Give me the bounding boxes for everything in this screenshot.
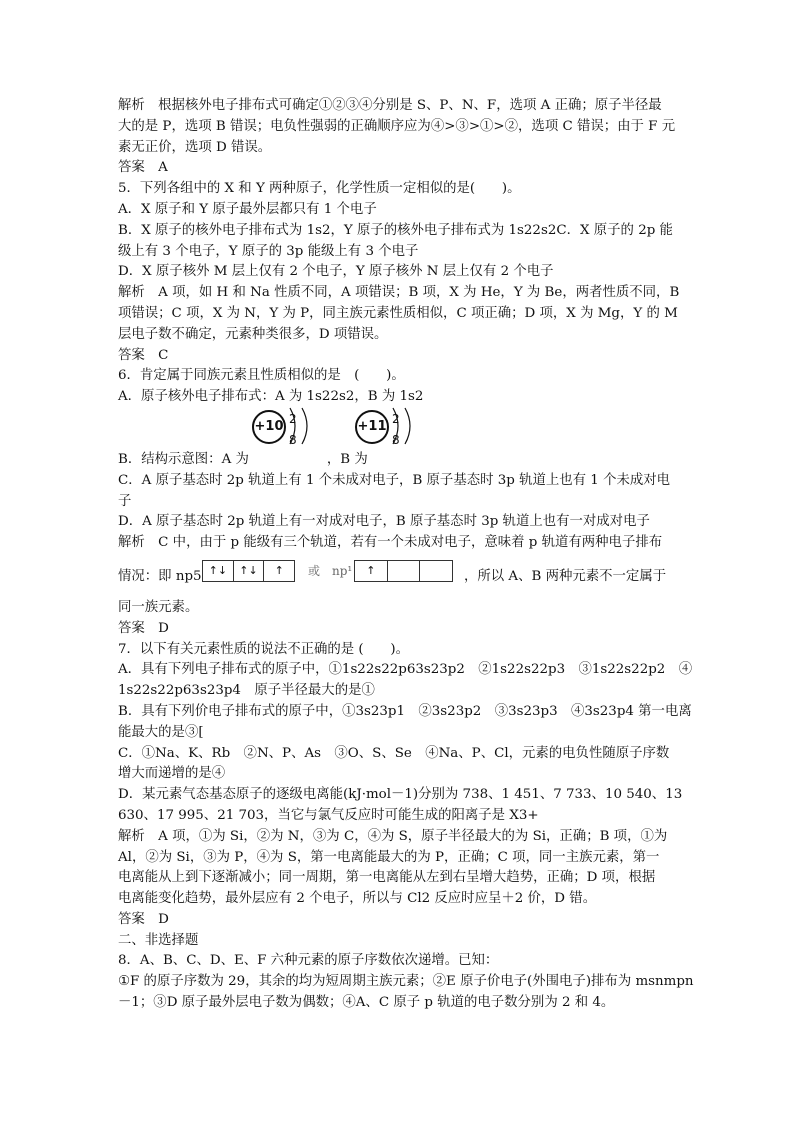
option-d: D．某元素气态基态原子的逐级电离能(kJ·mol－1)分别为 738、1 451、7 733、10 540、13 [118, 787, 683, 803]
orbital-diagram-row [118, 554, 678, 598]
option-b [118, 450, 678, 471]
orbital-cell: ↑↓ [203, 561, 234, 581]
text-line: 电离能变化趋势，最外层应有 2 个电子，所以与 Cl2 反应时应呈＋2 价，D 错。 [118, 891, 597, 907]
orbital-np1-text: np¹ [332, 563, 353, 578]
orbital-box-np1 [354, 560, 453, 582]
shell-arcs-b [389, 404, 429, 448]
text-line: 630、17 995、21 703，当它与氯气反应时可能生成的阳离子是 X3+ [118, 807, 539, 823]
question-8: 8．A、B、C、D、E、F 六种元素的原子序数依次递增。已知： [118, 953, 499, 969]
text-line: 解析 A 项，①为 Si，②为 N，③为 C，④为 S，原子半径最大的为 Si，正确；B 项，①为 [118, 828, 668, 844]
text-line: 级上有 3 个电子，Y 原子的 3p 能级上有 3 个电子 [118, 243, 419, 259]
text-line: 解析 A 项，如 H 和 Na 性质不同，A 项错误；B 项，X 为 He，Y 为 Be，两者性质不同，B [118, 285, 680, 301]
answer-line: 答案 D [118, 620, 169, 636]
text-line: 素无正价，选项 D 错误。 [118, 139, 272, 155]
orbital-cell [388, 561, 421, 581]
orbital-lead-text: 情况：即 np5 [118, 568, 202, 584]
option-b-label-b: ，B 为 [326, 451, 368, 467]
nucleus-a: +10 [252, 410, 286, 444]
option-c: C．A 原子基态时 2p 轨道上有 1 个未成对电子，B 原子基态时 3p 轨道上也有 1 个未成对电 [118, 472, 671, 488]
option-d: D．X 原子核外 M 层上仅有 2 个电子，Y 原子核外 N 层上仅有 2 个电子 [118, 264, 554, 280]
orbital-box-np5 [202, 560, 295, 582]
orbital-cell: ↑ [274, 563, 284, 577]
orbital-or-text: 或 [308, 563, 321, 578]
text-line: 子 [118, 493, 132, 509]
shell-arcs-a [286, 404, 326, 448]
orbital-cell: ↑ [355, 561, 388, 581]
text-line: 增大而递增的是④ [118, 766, 226, 782]
text-line: ①F 的原子序数为 29，其余的均为短周期主族元素；②E 原子价电子(外围电子)排布为 msnmpn [118, 974, 694, 990]
text-line: Al，②为 Si，③为 P，④为 S，第一电离能最大的为 P，正确；C 项，同一主族元素，第一 [118, 849, 660, 865]
text-line: 同一族元素。 [118, 599, 199, 615]
option-a: A．X 原子和 Y 原子最外层都只有 1 个电子 [118, 201, 377, 217]
option-b-label: B．结构示意图：A 为 [118, 451, 249, 467]
section-heading: 二、非选择题 [118, 932, 199, 948]
text-line: 解析 根据核外电子排布式可确定①②③④分别是 S、P、N、F，选项 A 正确；原子半径最 [118, 98, 662, 113]
text-line: －1；③D 原子最外层电子数为偶数；④A、C 原子 p 轨道的电子数分别为 2 和 4。 [118, 995, 615, 1011]
nucleus-b: +11 [355, 410, 389, 444]
text-line: 大的是 P，选项 B 错误；电负性强弱的正确顺序应为④>③>①>②，选项 C 错误；由于 F 元 [118, 118, 676, 134]
text-line: 项错误；C 项，X 为 N，Y 为 P，同主族元素性质相似，C 项正确；D 项，X 为 Mg，Y 的 M [118, 305, 678, 321]
orbital-tail-text: ，所以 A、B 两种元素不一定属于 [464, 568, 667, 584]
shell-numbers-b: 2 8 [392, 411, 400, 447]
text-line: 能最大的是③[ [118, 724, 204, 740]
answer-line: 答案 C [118, 347, 169, 363]
question-6: 6．肯定属于同族元素且性质相似的是 ( )。 [118, 368, 405, 384]
answer-line: 答案 A [118, 160, 168, 176]
question-5: 5．下列各组中的 X 和 Y 两种原子，化学性质一定相似的是( )。 [118, 181, 521, 197]
atom-diagram-b [355, 410, 400, 447]
shell-numbers-a: 2 8 [289, 411, 297, 447]
document-page [118, 96, 694, 1014]
text-line: 解析 C 中，由于 p 能级有三个轨道，若有一个未成对电子，意味着 p 轨道有两种电子排布 [118, 535, 663, 551]
option-d: D．A 原子基态时 2p 轨道上有一对成对电子，B 原子基态时 3p 轨道上也有一对成对电子 [118, 514, 650, 530]
atom-diagram-a [252, 410, 297, 447]
option-a: A．原子核外电子排布式：A 为 1s22s2，B 为 1s2 [118, 389, 424, 405]
orbital-cell: ↑↓ [234, 561, 265, 581]
option-b: B．具有下列价电子排布式的原子中，①3s23p1 ②3s23p2 ③3s23p3 ④3s23p4 第一电离 [118, 703, 692, 719]
question-7: 7．以下有关元素性质的说法不正确的是 ( )。 [118, 641, 410, 657]
option-b: B．X 原子的核外电子排布式为 1s2，Y 原子的核外电子排布式为 1s22s2C．X 原子的 2p 能 [118, 222, 673, 238]
text-line: 1s22s22p63s23p4 原子半径最大的是① [118, 683, 375, 699]
answer-line: 答案 D [118, 911, 169, 927]
option-a: A．具有下列电子排布式的原子中，①1s22s22p63s23p2 ②1s22s22p3 ③1s22s22p2 ④ [118, 662, 693, 678]
text-line: 电离能从上到下逐渐减小；同一周期，第一电离能从左到右呈增大趋势，正确；D 项，根据 [118, 870, 656, 886]
structure-diagram-row [118, 408, 678, 450]
option-c: C．①Na、K、Rb ②N、P、As ③O、S、Se ④Na、P、Cl，元素的电负性随原子序数 [118, 745, 670, 761]
orbital-cell [420, 561, 452, 581]
text-line: 层电子数不确定，元素种类很多，D 项错误。 [118, 326, 388, 342]
